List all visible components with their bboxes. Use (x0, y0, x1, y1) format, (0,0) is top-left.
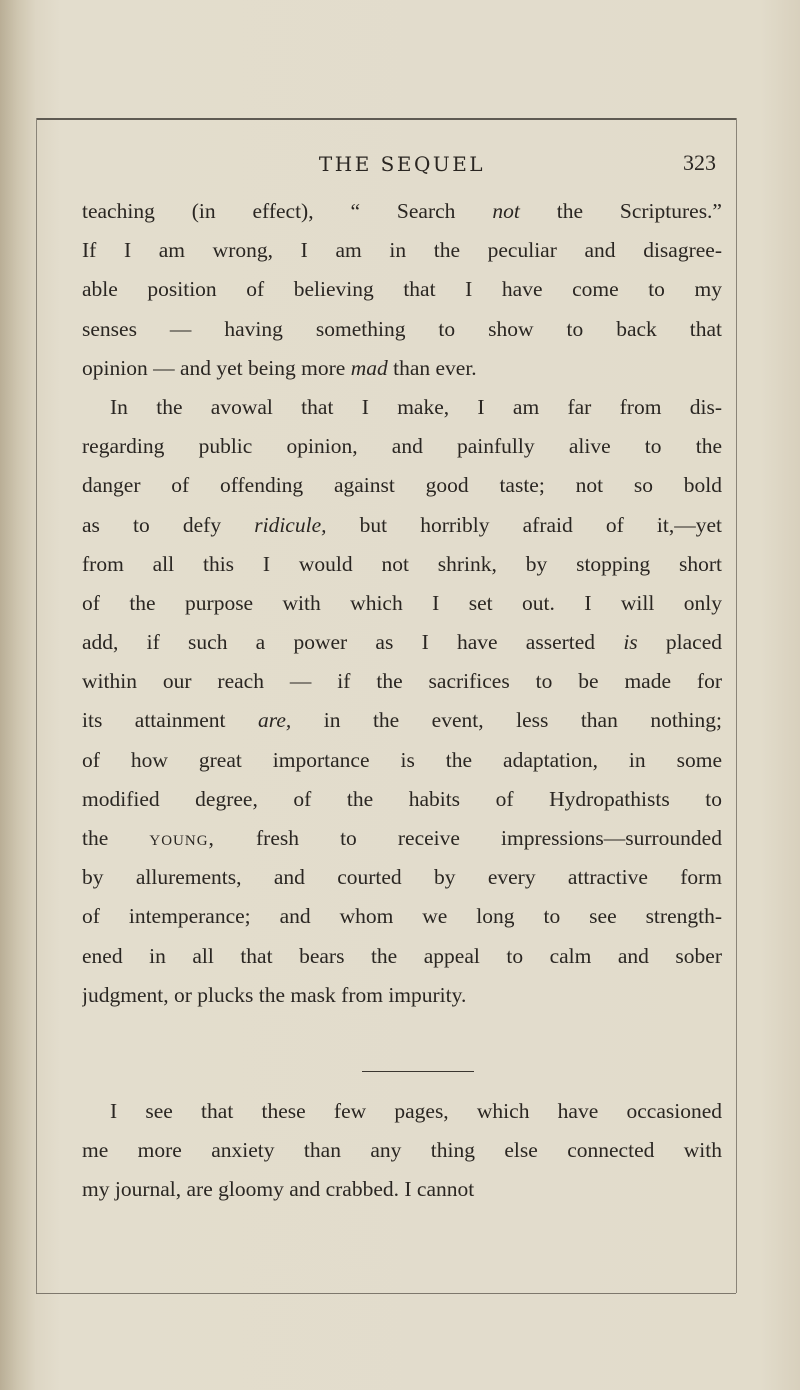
page-frame-bottom (36, 1293, 736, 1294)
text-line: from all this I would not shrink, by stopping short (82, 551, 722, 576)
italic-word: is (623, 630, 638, 655)
text-line: of intemperance; and whom we long to see strength- (82, 904, 722, 929)
text-line: regarding public opinion, and painfully alive to the (82, 434, 722, 459)
text-line: judgment, or plucks the mask from impurity. (82, 982, 467, 1007)
body-text (82, 192, 722, 1015)
text-line: the young, fresh to receive impressions—surrounded (82, 826, 722, 850)
text-line: of how great importance is the adaptation, in some (82, 747, 722, 772)
text-line: able position of believing that I have come to my (82, 277, 722, 302)
text-line: danger of offending against good taste; not so bold (82, 473, 722, 498)
page-frame-top (36, 118, 736, 120)
text-line: opinion — and yet being more mad than ever. (82, 355, 477, 380)
italic-word: mad (350, 355, 388, 380)
text-line: of the purpose with which I set out. I will only (82, 590, 722, 615)
italic-word: not (492, 199, 520, 223)
text-line: by allurements, and courted by every attractive form (82, 865, 722, 890)
text-line: within our reach — if the sacrifices to be made for (82, 669, 722, 694)
text-line: In the avowal that I make, I am far from dis- (110, 394, 722, 419)
text-line: If I am wrong, I am in the peculiar and disagree- (82, 238, 722, 263)
text-line: I see that these few pages, which have occasioned (110, 1099, 722, 1123)
text-line: my journal, are gloomy and crabbed. I cannot (82, 1177, 475, 1202)
running-head-title: THE SEQUEL (318, 152, 486, 176)
text-line: modified degree, of the habits of Hydropathists to (82, 786, 722, 811)
text-line: me more anxiety than any thing else connected with (82, 1138, 722, 1163)
text-line: its attainment are, in the event, less than nothing; (82, 708, 722, 733)
text-line: as to defy ridicule, but horribly afraid of it,—yet (82, 512, 722, 537)
text-line: add, if such a power as I have asserted is placed (82, 630, 722, 655)
page-frame-left (36, 118, 37, 1293)
text-line: ened in all that bears the appeal to calm and sober (82, 943, 722, 968)
section-divider-rule (362, 1071, 474, 1072)
text-line: teaching (in effect), “ Search not the Scriptures.” (82, 199, 722, 223)
text-line: senses — having something to show to back that (82, 316, 722, 341)
page-frame-right (736, 118, 737, 1293)
page-number: 323 (683, 150, 716, 175)
continuation-text (82, 1092, 722, 1210)
italic-word: ridicule, (254, 512, 327, 537)
small-caps-word: young, (149, 826, 215, 850)
italic-word: are, (258, 708, 292, 733)
running-head (82, 150, 722, 180)
